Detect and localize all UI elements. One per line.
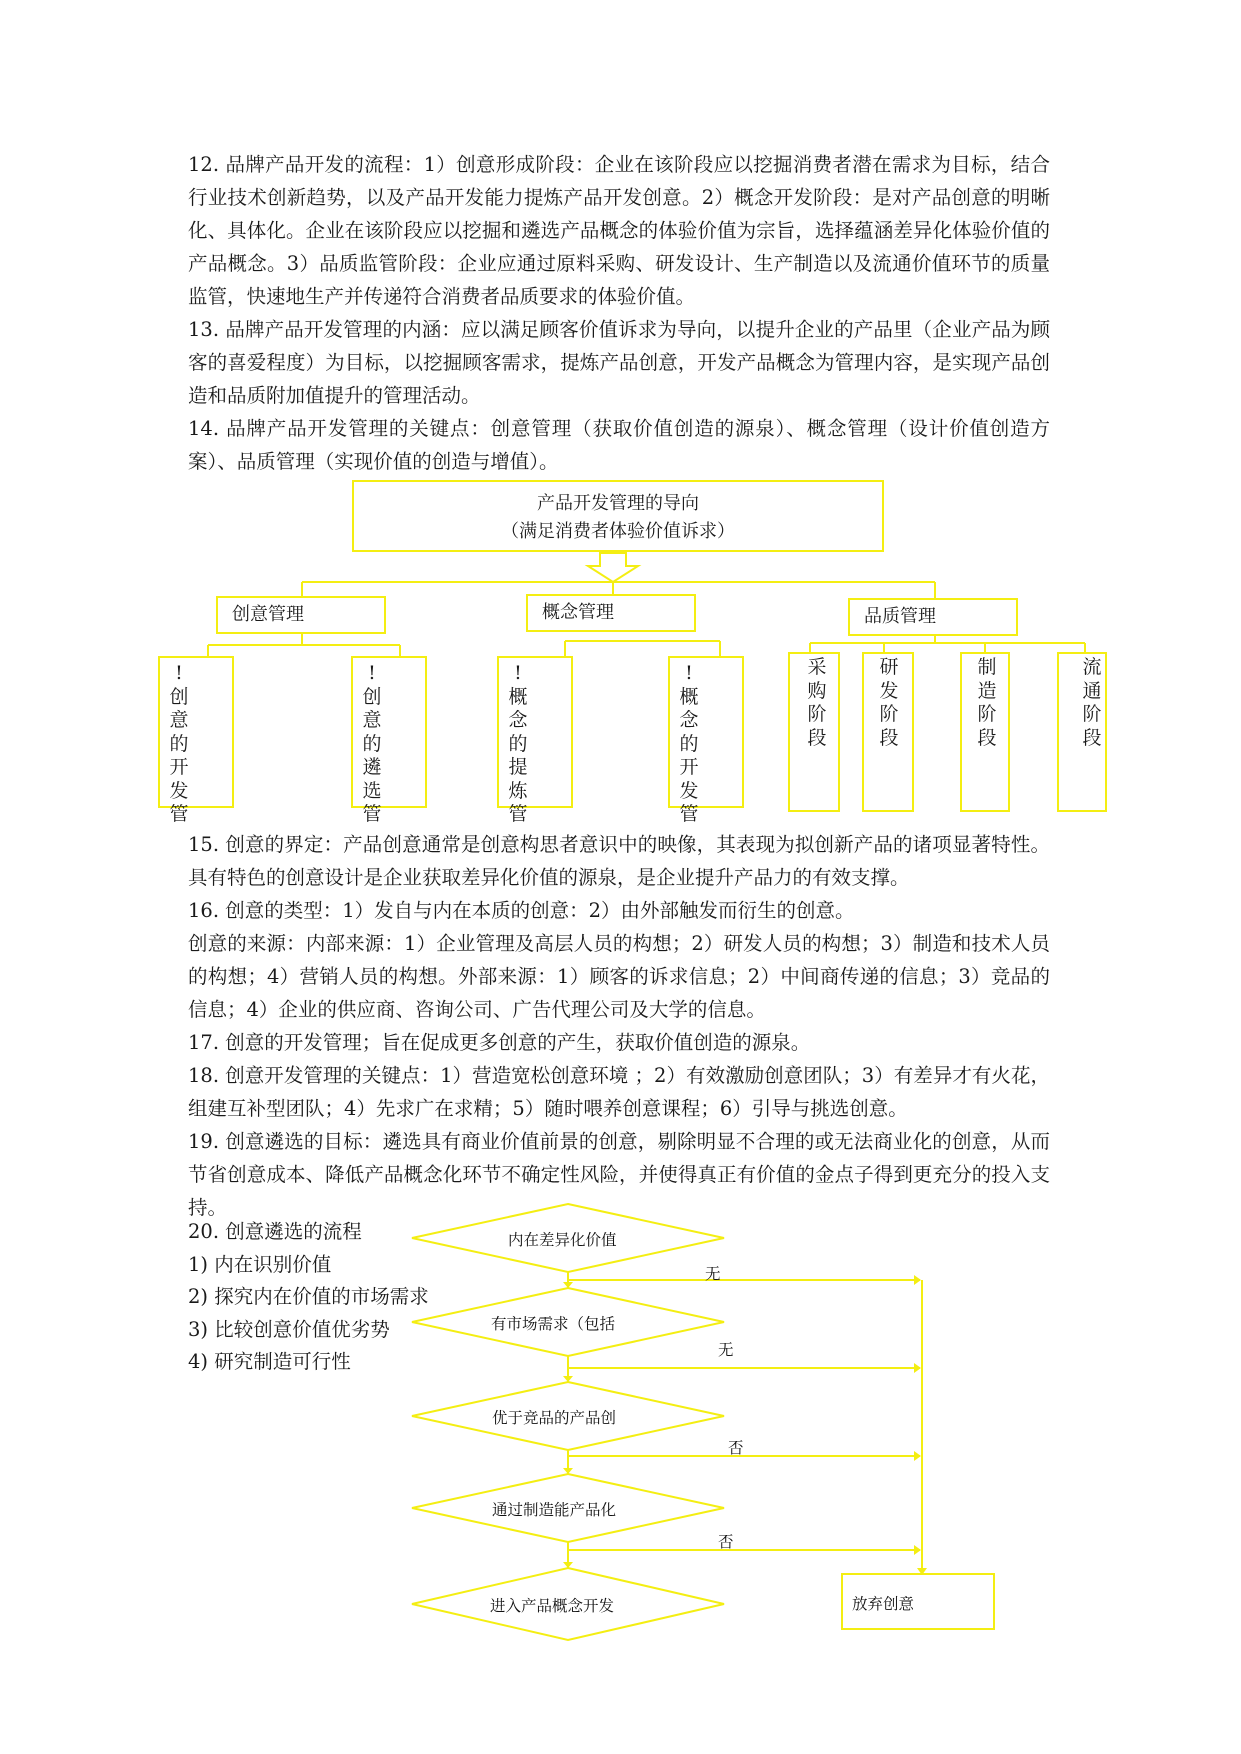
step-item: 3) 比较创意价值优劣势	[188, 1317, 390, 1341]
flow-decision-4: 通过制造能产品化	[492, 1501, 617, 1519]
paragraph-sources: 创意的来源：内部来源：1）企业管理及高层人员的构想；2）研发人员的构想；3）制造和技术人员的构想；4）营销人员的构想。外部来源：1）顾客的诉求信息；2）中间商传递的信息；3）竞品的信息；4）企业的供应商、咨询公司、广告代理公司及大学的信息。	[188, 932, 1050, 1021]
leaf-box	[960, 652, 1010, 812]
step-item: 4) 研究制造可行性	[188, 1350, 351, 1373]
paragraph-18: 18. 创意开发管理的关键点：1）营造宽松创意环境 ；2）有效激励创意团队；3）有差异才有火花，组建互补型团队；4）先求广在求精；5）随时喂养创意课程；6）引导与挑选创意。	[188, 1064, 1050, 1120]
paragraph-17: 17. 创意的开发管理；旨在促成更多创意的产生，获取价值创造的源泉。	[188, 1031, 811, 1054]
leaf-box	[862, 652, 914, 812]
leaf-text: 制造阶段	[977, 656, 997, 749]
leaf-box	[1057, 652, 1107, 812]
paragraph-16: 16. 创意的类型：1）发自与内在本质的创意：2）由外部触发而衍生的创意。	[188, 899, 855, 922]
step-item: 1) 内在识别价值	[188, 1252, 332, 1276]
manager-box-concept	[526, 594, 696, 632]
selection-steps	[188, 1216, 429, 1379]
paragraph-12: 12. 品牌产品开发的流程：1）创意形成阶段：企业在该阶段应以挖掘消费者潜在需求为目标，结合行业技术创新趋势，以及产品开发能力提炼产品开发创意。2）概念开发阶段：是对产品创意的明晰化、具体化。企业在该阶段应以挖掘和遴选产品概念的体验价值为宗旨，选择蕴涵差异化体验价值的产品概念。3）品质监管阶段：企业应通过原料采购、研发设计、生产制造以及流通价值环节的质量监管，快速地生产并传递符合消费者品质要求的体验价值。	[188, 153, 1050, 308]
flow-decision-2: 有市场需求（包括	[491, 1315, 616, 1333]
paragraph-15: 15. 创意的界定：产品创意通常是创意构思者意识中的映像，其表现为拟创新产品的诸项显著特性。具有特色的创意设计是企业获取差异化价值的源泉，是企业提升产品力的有效支撑。	[188, 833, 1050, 889]
flow-end-concept: 进入产品概念开发	[490, 1597, 615, 1615]
leaf-box	[158, 656, 234, 825]
leaf-text: !概念的开发管	[679, 662, 699, 825]
leaf-text: 研发阶段	[879, 656, 899, 749]
leaf-box	[788, 652, 840, 812]
flow-branch-no-4: 否	[718, 1533, 734, 1551]
org-chart-title: 产品开发管理的导向	[537, 493, 699, 514]
leaf-box	[497, 656, 573, 825]
flow-branch-no-1: 无	[705, 1265, 721, 1283]
step-item: 2) 探究内在价值的市场需求	[188, 1285, 429, 1308]
paragraph-13: 13. 品牌产品开发管理的内涵：应以满足顾客价值诉求为导向，以提升企业的产品里（企业产品为顾客的喜爱程度）为目标，以挖掘顾客需求，提炼产品创意，开发产品概念为管理内容，是实现产品创造和品质附加值提升的管理活动。	[188, 318, 1050, 407]
paragraph-14: 14. 品牌产品开发管理的关键点：创意管理（获取价值创造的源泉）、概念管理（设计价值创造方案）、品质管理（实现价值的创造与增值）。	[188, 417, 1050, 473]
leaf-box	[668, 656, 744, 825]
manager-label: 品质管理	[864, 606, 936, 627]
leaf-text: 流通阶段	[1082, 656, 1102, 749]
text-section-middle	[188, 828, 1050, 1224]
steps-heading: 20. 创意遴选的流程	[188, 1220, 362, 1243]
org-chart-subtitle: （满足消费者体验价值诉求）	[501, 521, 735, 542]
org-chart-title-box	[352, 480, 884, 552]
leaf-text: 采购阶段	[807, 656, 827, 749]
leaf-box	[351, 656, 427, 825]
manager-label: 概念管理	[542, 602, 614, 623]
leaf-text: !创意的开发管	[169, 662, 189, 825]
flow-decision-1: 内在差异化价值	[508, 1231, 617, 1249]
paragraph-19: 19. 创意遴选的目标：遴选具有商业价值前景的创意，剔除明显不合理的或无法商业化的创意，从而节省创意成本、降低产品概念化环节不确定性风险，并使得真正有价值的金点子得到更充分的投入支持。	[188, 1130, 1050, 1219]
flow-branch-no-3: 否	[728, 1439, 744, 1457]
manager-box-quality	[848, 598, 1018, 636]
flow-decision-3: 优于竞品的产品创	[492, 1409, 617, 1427]
flow-branch-no-2: 无	[718, 1341, 734, 1359]
leaf-text: !概念的提炼管	[508, 662, 528, 825]
manager-box-creative	[216, 596, 386, 634]
flow-reject-label: 放弃创意	[852, 1595, 915, 1613]
leaf-text: !创意的遴选管	[362, 662, 382, 825]
manager-label: 创意管理	[232, 604, 304, 625]
